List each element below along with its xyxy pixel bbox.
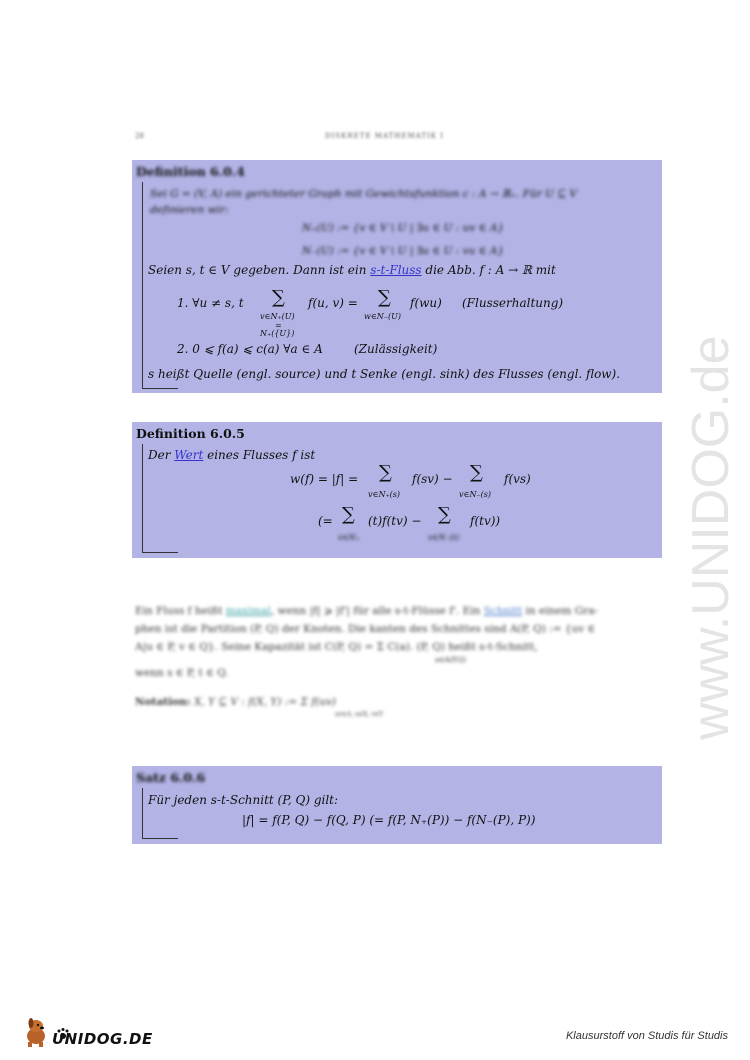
equation-2-sum-1: ∑ <box>342 504 355 525</box>
definition-closing: s heißt Quelle (engl. source) und t Senke (engl. sink) des Flusses (engl. flow). <box>148 367 621 381</box>
definition-rule <box>142 444 143 552</box>
link-maximal[interactable]: maximal <box>225 605 271 617</box>
link-st-fluss[interactable]: s-t-Fluss <box>370 263 422 277</box>
equation-1-sum-1: ∑ <box>379 462 392 483</box>
paragraph-line-4: wenn s ∈ P, t ∈ Q. <box>135 667 229 679</box>
paragraph-line-3-sub: a∈A(P,Q) <box>435 656 467 664</box>
link-wert[interactable]: Wert <box>174 448 204 462</box>
notation-sub: uv∈A, u∈X, v∈Y <box>335 711 384 718</box>
satz-rule-foot <box>142 838 178 839</box>
item-1-note: (Flusserhaltung) <box>462 296 564 310</box>
satz-intro: Für jeden s-t-Schnitt (P, Q) gilt: <box>148 793 339 807</box>
equation-2-term-1: (t)f(tv) − <box>368 514 422 528</box>
equation-2-sum-2-sub: v∈N₋(t) <box>428 533 460 542</box>
equation-1-sum-1-sub: v∈N₊(s) <box>368 490 401 499</box>
equation-1-sum-2-sub: v∈N₋(s) <box>459 490 492 499</box>
equation-1-sum-2: ∑ <box>470 462 483 483</box>
definition-intro-line-2: definieren wir: <box>150 204 229 216</box>
paragraph-line-1 <box>135 602 660 620</box>
intro-text-1: Der <box>148 448 175 462</box>
item-1-left-term: f(u, v) = <box>308 296 358 310</box>
watermark-text: www.UNIDOG.de <box>682 335 740 740</box>
definition-rule-foot <box>142 552 178 553</box>
page-number: 28 <box>135 132 144 140</box>
notation-block <box>135 693 660 719</box>
satz-title: Satz 6.0.6 <box>136 770 206 785</box>
satz-6-0-6-box <box>132 766 662 844</box>
equation-1-term-2: f(vs) <box>504 472 531 486</box>
running-title: DISKRETE MATHEMATIK I <box>325 132 445 140</box>
paragraph-maximal-flow <box>135 602 660 682</box>
item-2-note: (Zulässigkeit) <box>354 342 438 356</box>
item-1-sum-left-sub-a: v∈N₊(U) <box>260 312 295 321</box>
equation-n-minus: N₋(U) := {v ∈ V \ U | ∃u ∈ U : vu ∈ A} <box>302 245 505 257</box>
item-2-text: 2. 0 ⩽ f(a) ⩽ c(a) ∀a ∈ A <box>177 342 323 356</box>
logo-text: UNIDOG.DE <box>52 1030 153 1048</box>
definition-title: Definition 6.0.5 <box>136 426 245 441</box>
paragraph-line-1-c: in einem Gra- <box>522 605 599 617</box>
definition-rule <box>142 182 143 388</box>
item-1-label: 1. ∀u ≠ s, t <box>177 296 244 310</box>
definition-6-0-4-box <box>132 160 662 393</box>
notation-text: X, Y ⊆ V : f(X, Y) := Σ f(uv) <box>193 696 337 708</box>
equation-1-lhs: w(f) = |f| = <box>290 472 359 486</box>
item-1-sum-right: ∑ <box>378 287 391 308</box>
watermark <box>660 180 750 780</box>
definition-intro-line <box>148 448 315 462</box>
given-text-1: Seien s, t ∈ V gegeben. Dann ist ein <box>148 263 371 277</box>
watermark-graphic <box>660 180 750 780</box>
unidog-logo <box>22 1014 152 1050</box>
item-1-sum-left-sub-b: = <box>275 321 282 330</box>
equation-2-sum-2: ∑ <box>438 504 451 525</box>
paragraph-line-2: phen ist die Partition (P, Q) der Knoten. Die kanten des Schnittes sind A(P, Q) := {uv ∈ <box>135 623 596 635</box>
satz-rule <box>142 788 143 838</box>
equation-1-term-1: f(sv) − <box>412 472 453 486</box>
paragraph-line-1-a: Ein Fluss f heißt <box>135 605 226 617</box>
footer-tagline: Klausurstoff von Studis für Studis <box>565 1030 728 1042</box>
equation-n-plus: N₊(U) := {v ∈ V \ U | ∃u ∈ U : uv ∈ A} <box>302 222 505 234</box>
item-1-sum-left: ∑ <box>272 287 285 308</box>
paragraph-line-3: A|u ∈ P, v ∈ Q}. Seine Kapazität ist C(P, Q) = Σ C(a). (P, Q) heißt s-t-Schnitt, <box>135 641 538 653</box>
equation-2-term-2: f(tv)) <box>470 514 501 528</box>
intro-text-2: eines Flusses f ist <box>203 448 316 462</box>
page-header <box>135 132 665 146</box>
definition-intro-line-1: Sei G = (V, A) ein gerichteter Graph mit Gewichtsfunktion c : A → ℝ₊. Für U ⊆ V <box>150 188 578 200</box>
definition-rule-foot <box>142 388 178 389</box>
definition-given-line <box>148 263 556 277</box>
equation-2-sum-1-sub: v∈N₊ <box>338 533 360 542</box>
item-1-sum-right-sub: w∈N₋(U) <box>364 312 401 321</box>
item-1-right-term: f(wu) <box>410 296 442 310</box>
definition-6-0-5-box <box>132 422 662 558</box>
equation-2-open: (= <box>318 514 333 528</box>
definition-title: Definition 6.0.4 <box>136 164 245 179</box>
given-text-2: die Abb. f : A → ℝ mit <box>421 263 556 277</box>
satz-equation: |f| = f(P, Q) − f(Q, P) (= f(P, N₊(P)) − f(N₋(P), P)) <box>242 813 536 827</box>
item-1-sum-left-sub-c: N₊({U}) <box>260 329 295 338</box>
link-schnitt[interactable]: Schnitt <box>483 605 523 617</box>
notation-label: Notation: <box>135 696 191 708</box>
paragraph-line-1-b: , wenn |f| ⩾ |f'| für alle s-t-Flüsse f'. Ein <box>270 605 484 617</box>
